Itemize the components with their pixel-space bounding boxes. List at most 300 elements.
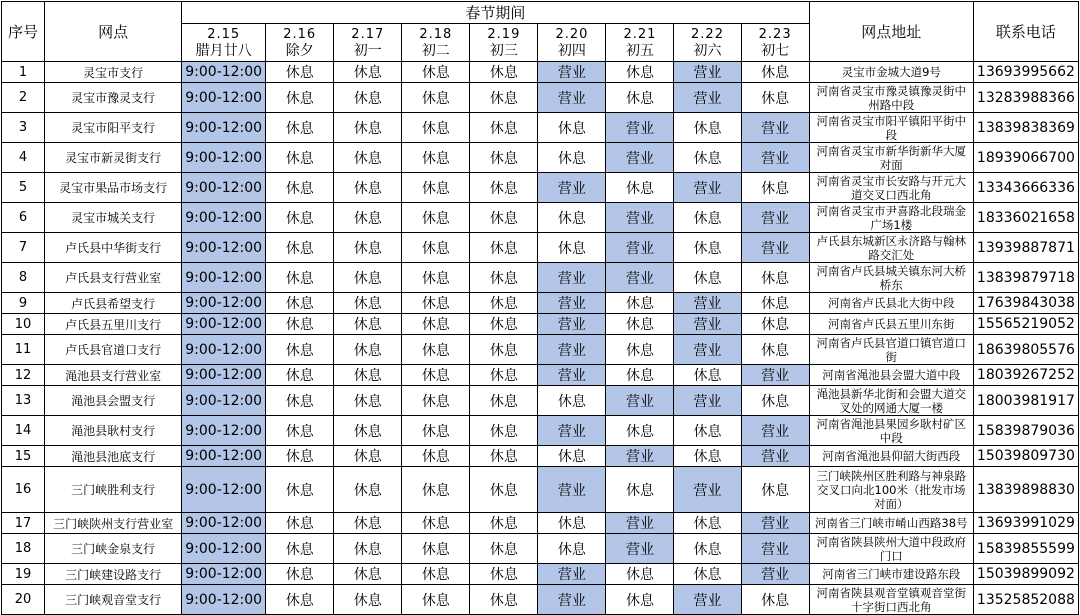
row-number: 6	[2, 203, 45, 233]
phone-number: 18336021658	[973, 203, 1078, 233]
date-header	[470, 24, 538, 62]
branch-name: 灵宝市支行	[45, 62, 182, 83]
schedule-cell: 休息	[470, 386, 538, 416]
schedule-cell: 营业	[606, 233, 674, 263]
schedule-cell: 营业	[538, 416, 606, 446]
schedule-cell: 休息	[402, 143, 470, 173]
table-row	[2, 585, 1079, 615]
schedule-cell: 休息	[470, 335, 538, 365]
schedule-cell: 营业	[606, 263, 674, 293]
schedule-cell: 休息	[266, 314, 334, 335]
branch-name: 渑池县池底支行	[45, 446, 182, 467]
schedule-cell: 休息	[470, 233, 538, 263]
schedule-cell: 营业	[606, 513, 674, 534]
schedule-cell: 营业	[674, 467, 741, 513]
lunar-label: 初七	[761, 42, 790, 59]
schedule-cell: 休息	[674, 233, 741, 263]
date-label: 2.16	[283, 26, 317, 42]
schedule-cell: 休息	[266, 467, 334, 513]
schedule-cell: 营业	[741, 365, 809, 386]
schedule-cell: 休息	[470, 446, 538, 467]
schedule-cell: 休息	[538, 203, 606, 233]
schedule-cell: 休息	[470, 293, 538, 314]
branch-name: 灵宝市果品市场支行	[45, 173, 182, 203]
table-row	[2, 113, 1079, 143]
schedule-cell: 营业	[606, 534, 674, 564]
schedule-cell: 休息	[741, 293, 809, 314]
schedule-cell: 休息	[470, 314, 538, 335]
schedule-cell: 休息	[741, 62, 809, 83]
schedule-cell: 休息	[606, 585, 674, 615]
branch-address: 河南省灵宝市长安路与开元大道交叉口西北角	[809, 173, 973, 203]
schedule-cell: 休息	[402, 335, 470, 365]
schedule-cell: 休息	[470, 263, 538, 293]
schedule-cell: 休息	[470, 62, 538, 83]
schedule-cell: 营业	[538, 564, 606, 585]
branch-address: 渑池县新华北街和会盟大道交叉处的网通大厦一楼	[809, 386, 973, 416]
phone-number: 18639805576	[973, 335, 1078, 365]
row-number: 3	[2, 113, 45, 143]
schedule-cell: 营业	[538, 83, 606, 113]
schedule-cell: 休息	[606, 416, 674, 446]
date-label: 2.19	[487, 26, 521, 42]
phone-number: 15839855599	[973, 534, 1078, 564]
table-row	[2, 513, 1079, 534]
phone-number: 18003981917	[973, 386, 1078, 416]
schedule-cell: 9:00-12:00	[182, 113, 266, 143]
schedule-cell: 休息	[334, 446, 402, 467]
table-row	[2, 62, 1079, 83]
schedule-cell: 营业	[741, 446, 809, 467]
date-header	[334, 24, 402, 62]
schedule-cell: 休息	[402, 83, 470, 113]
schedule-cell: 休息	[266, 293, 334, 314]
schedule-cell: 休息	[266, 416, 334, 446]
schedule-cell: 营业	[674, 83, 741, 113]
schedule-cell: 营业	[538, 173, 606, 203]
schedule-cell: 休息	[470, 83, 538, 113]
schedule-cell: 9:00-12:00	[182, 564, 266, 585]
schedule-cell: 9:00-12:00	[182, 335, 266, 365]
header-branch: 网点	[45, 2, 182, 62]
schedule-cell: 休息	[470, 173, 538, 203]
branch-address: 三门峡陕州区胜利路与神泉路交叉口向北100米（批发市场对面）	[809, 467, 973, 513]
schedule-cell: 休息	[538, 386, 606, 416]
branch-name: 卢氏县官道口支行	[45, 335, 182, 365]
lunar-label: 初一	[353, 42, 382, 59]
lunar-label: 初六	[693, 42, 722, 59]
schedule-cell: 休息	[402, 293, 470, 314]
schedule-cell: 休息	[470, 585, 538, 615]
schedule-cell: 休息	[266, 335, 334, 365]
schedule-cell: 休息	[606, 293, 674, 314]
header-phone: 联系电话	[973, 2, 1078, 62]
schedule-cell: 休息	[674, 446, 741, 467]
branch-name: 卢氏县中华街支行	[45, 233, 182, 263]
row-number: 16	[2, 467, 45, 513]
phone-number: 15565219052	[973, 314, 1078, 335]
branch-address: 河南省灵宝市新华街新华大厦对面	[809, 143, 973, 173]
schedule-cell: 9:00-12:00	[182, 62, 266, 83]
schedule-cell: 休息	[402, 113, 470, 143]
schedule-cell: 休息	[674, 534, 741, 564]
table-row	[2, 564, 1079, 585]
schedule-cell: 9:00-12:00	[182, 293, 266, 314]
branch-address: 河南省三门峡市建设路东段	[809, 564, 973, 585]
schedule-cell: 营业	[674, 585, 741, 615]
schedule-cell: 营业	[674, 386, 741, 416]
row-number: 9	[2, 293, 45, 314]
schedule-cell: 休息	[606, 365, 674, 386]
schedule-cell: 营业	[674, 173, 741, 203]
branch-name: 灵宝市阳平支行	[45, 113, 182, 143]
phone-number: 13839898830	[973, 467, 1078, 513]
schedule-cell: 休息	[470, 534, 538, 564]
row-number: 5	[2, 173, 45, 203]
phone-number: 13525852088	[973, 585, 1078, 615]
schedule-cell: 营业	[741, 143, 809, 173]
schedule-cell: 9:00-12:00	[182, 585, 266, 615]
schedule-cell: 休息	[402, 585, 470, 615]
date-header	[538, 24, 606, 62]
schedule-cell: 9:00-12:00	[182, 513, 266, 534]
table-row	[2, 203, 1079, 233]
schedule-cell: 9:00-12:00	[182, 314, 266, 335]
schedule-cell: 休息	[470, 416, 538, 446]
schedule-table	[1, 1, 1079, 615]
row-number: 17	[2, 513, 45, 534]
schedule-cell: 营业	[674, 293, 741, 314]
date-label: 2.21	[623, 26, 657, 42]
row-number: 13	[2, 386, 45, 416]
schedule-cell: 营业	[606, 446, 674, 467]
schedule-cell: 休息	[538, 143, 606, 173]
table-row	[2, 467, 1079, 513]
schedule-cell: 9:00-12:00	[182, 467, 266, 513]
schedule-cell: 休息	[741, 386, 809, 416]
phone-number: 13939887871	[973, 233, 1078, 263]
row-number: 10	[2, 314, 45, 335]
lunar-label: 初三	[489, 42, 518, 59]
schedule-cell: 休息	[266, 513, 334, 534]
row-number: 12	[2, 365, 45, 386]
date-header	[741, 24, 809, 62]
schedule-cell: 营业	[606, 113, 674, 143]
schedule-cell: 休息	[266, 585, 334, 615]
branch-name: 卢氏县希望支行	[45, 293, 182, 314]
schedule-cell: 休息	[266, 203, 334, 233]
schedule-cell: 休息	[470, 513, 538, 534]
schedule-cell: 休息	[266, 173, 334, 203]
schedule-cell: 休息	[266, 143, 334, 173]
schedule-cell: 9:00-12:00	[182, 365, 266, 386]
table-row	[2, 314, 1079, 335]
schedule-cell: 休息	[674, 365, 741, 386]
lunar-label: 初五	[625, 42, 654, 59]
schedule-cell: 9:00-12:00	[182, 534, 266, 564]
phone-number: 13343666336	[973, 173, 1078, 203]
schedule-cell: 9:00-12:00	[182, 416, 266, 446]
schedule-cell: 休息	[266, 113, 334, 143]
header-address: 网点地址	[809, 2, 973, 62]
date-header	[182, 24, 266, 62]
schedule-cell: 9:00-12:00	[182, 386, 266, 416]
schedule-cell: 营业	[606, 386, 674, 416]
row-number: 2	[2, 83, 45, 113]
schedule-cell: 休息	[266, 263, 334, 293]
schedule-cell: 休息	[674, 564, 741, 585]
schedule-cell: 休息	[402, 534, 470, 564]
schedule-cell: 营业	[538, 467, 606, 513]
branch-address: 河南省陕县陕州大道中段政府门口	[809, 534, 973, 564]
phone-number: 18039267252	[973, 365, 1078, 386]
schedule-cell: 休息	[266, 365, 334, 386]
schedule-cell: 营业	[538, 293, 606, 314]
branch-address: 河南省卢氏县官道口镇官道口街	[809, 335, 973, 365]
schedule-cell: 营业	[538, 585, 606, 615]
table-row	[2, 416, 1079, 446]
branch-name: 渑池县支行营业室	[45, 365, 182, 386]
schedule-cell: 休息	[470, 113, 538, 143]
schedule-cell: 休息	[741, 173, 809, 203]
branch-name: 三门峡观音堂支行	[45, 585, 182, 615]
schedule-cell: 休息	[334, 113, 402, 143]
schedule-cell: 营业	[606, 143, 674, 173]
phone-number: 13839879718	[973, 263, 1078, 293]
date-label: 2.22	[691, 26, 724, 42]
schedule-cell: 9:00-12:00	[182, 263, 266, 293]
schedule-cell: 休息	[606, 83, 674, 113]
branch-address: 河南省卢氏县五里川东街	[809, 314, 973, 335]
table-row	[2, 365, 1079, 386]
date-header	[266, 24, 334, 62]
schedule-cell: 休息	[741, 585, 809, 615]
schedule-cell: 休息	[538, 534, 606, 564]
schedule-cell: 休息	[538, 233, 606, 263]
schedule-cell: 9:00-12:00	[182, 233, 266, 263]
header-period: 春节期间	[182, 2, 810, 24]
schedule-cell: 休息	[470, 365, 538, 386]
table-row	[2, 534, 1079, 564]
schedule-cell: 休息	[674, 143, 741, 173]
schedule-cell: 营业	[741, 113, 809, 143]
schedule-cell: 9:00-12:00	[182, 446, 266, 467]
schedule-cell: 休息	[334, 233, 402, 263]
branch-address: 河南省渑池县果园乡耿村矿区中段	[809, 416, 973, 446]
header-seq: 序号	[2, 2, 45, 62]
schedule-cell: 休息	[402, 416, 470, 446]
schedule-cell: 营业	[538, 263, 606, 293]
branch-address: 河南省陕县观音堂镇观音堂街十字街口西北角	[809, 585, 973, 615]
phone-number: 15839879036	[973, 416, 1078, 446]
phone-number: 15039899092	[973, 564, 1078, 585]
branch-address: 河南省卢氏县北大街中段	[809, 293, 973, 314]
schedule-cell: 休息	[266, 83, 334, 113]
phone-number: 18939066700	[973, 143, 1078, 173]
table-row	[2, 143, 1079, 173]
schedule-cell: 休息	[470, 467, 538, 513]
schedule-cell: 休息	[606, 173, 674, 203]
schedule-cell: 营业	[741, 203, 809, 233]
schedule-cell: 营业	[741, 513, 809, 534]
table-row	[2, 335, 1079, 365]
schedule-cell: 休息	[266, 386, 334, 416]
schedule-cell: 休息	[741, 263, 809, 293]
schedule-cell: 营业	[674, 314, 741, 335]
row-number: 20	[2, 585, 45, 615]
date-label: 2.20	[555, 26, 589, 42]
schedule-cell: 营业	[741, 564, 809, 585]
branch-name: 灵宝市豫灵支行	[45, 83, 182, 113]
row-number: 19	[2, 564, 45, 585]
date-label: 2.15	[207, 26, 241, 42]
branch-name: 三门峡胜利支行	[45, 467, 182, 513]
schedule-cell: 营业	[538, 314, 606, 335]
schedule-cell: 休息	[334, 293, 402, 314]
schedule-cell: 休息	[334, 513, 402, 534]
table-row	[2, 83, 1079, 113]
schedule-cell: 休息	[334, 62, 402, 83]
branch-address: 卢氏县东城新区永济路与翰林路交汇处	[809, 233, 973, 263]
lunar-label: 初四	[557, 42, 586, 59]
row-number: 11	[2, 335, 45, 365]
schedule-cell: 休息	[402, 62, 470, 83]
schedule-cell: 休息	[606, 564, 674, 585]
schedule-cell: 休息	[334, 143, 402, 173]
schedule-cell: 休息	[741, 467, 809, 513]
branch-address: 河南省卢氏县城关镇东河大桥桥东	[809, 263, 973, 293]
schedule-cell: 休息	[402, 263, 470, 293]
schedule-cell: 营业	[538, 365, 606, 386]
table-row	[2, 293, 1079, 314]
schedule-cell: 休息	[402, 467, 470, 513]
branch-address: 灵宝市金城大道9号	[809, 62, 973, 83]
schedule-cell: 休息	[674, 263, 741, 293]
schedule-cell: 休息	[606, 467, 674, 513]
date-label: 2.18	[419, 26, 453, 42]
date-label: 2.17	[351, 26, 385, 42]
schedule-cell: 营业	[538, 335, 606, 365]
schedule-cell: 休息	[334, 534, 402, 564]
schedule-cell: 休息	[538, 113, 606, 143]
branch-address: 河南省三门峡市崤山西路38号	[809, 513, 973, 534]
schedule-cell: 休息	[334, 564, 402, 585]
branch-name: 卢氏县支行营业室	[45, 263, 182, 293]
schedule-cell: 休息	[741, 83, 809, 113]
schedule-cell: 休息	[674, 416, 741, 446]
schedule-cell: 营业	[741, 416, 809, 446]
schedule-cell: 休息	[334, 263, 402, 293]
schedule-cell: 休息	[470, 564, 538, 585]
schedule-cell: 休息	[606, 335, 674, 365]
schedule-cell: 休息	[606, 314, 674, 335]
row-number: 1	[2, 62, 45, 83]
schedule-cell: 休息	[402, 314, 470, 335]
branch-address: 河南省灵宝市尹喜路北段瑞金广场1楼	[809, 203, 973, 233]
schedule-cell: 休息	[334, 173, 402, 203]
phone-number: 13693995662	[973, 62, 1078, 83]
schedule-cell: 休息	[266, 62, 334, 83]
schedule-cell: 营业	[741, 534, 809, 564]
branch-name: 灵宝市城关支行	[45, 203, 182, 233]
branch-address: 河南省渑池县会盟大道中段	[809, 365, 973, 386]
branch-name: 三门峡建设路支行	[45, 564, 182, 585]
row-number: 4	[2, 143, 45, 173]
schedule-cell: 休息	[334, 83, 402, 113]
schedule-cell: 休息	[334, 386, 402, 416]
branch-name: 渑池县耿村支行	[45, 416, 182, 446]
schedule-cell: 休息	[402, 386, 470, 416]
lunar-label: 除夕	[285, 42, 314, 59]
branch-name: 三门峡金泉支行	[45, 534, 182, 564]
schedule-cell: 休息	[402, 564, 470, 585]
schedule-cell: 9:00-12:00	[182, 173, 266, 203]
schedule-cell: 营业	[741, 233, 809, 263]
row-number: 7	[2, 233, 45, 263]
schedule-cell: 休息	[674, 113, 741, 143]
schedule-cell: 休息	[402, 513, 470, 534]
table-row	[2, 386, 1079, 416]
table-row	[2, 446, 1079, 467]
date-header	[674, 24, 741, 62]
date-header	[402, 24, 470, 62]
schedule-cell: 营业	[538, 62, 606, 83]
schedule-cell: 休息	[402, 365, 470, 386]
branch-address: 河南省灵宝市阳平镇阳平街中段	[809, 113, 973, 143]
date-label: 2.23	[758, 26, 792, 42]
schedule-cell: 休息	[741, 314, 809, 335]
table-row	[2, 173, 1079, 203]
date-header	[606, 24, 674, 62]
row-number: 18	[2, 534, 45, 564]
schedule-cell: 休息	[266, 564, 334, 585]
branch-name: 卢氏县五里川支行	[45, 314, 182, 335]
schedule-cell: 营业	[606, 203, 674, 233]
schedule-cell: 休息	[741, 335, 809, 365]
schedule-cell: 休息	[674, 203, 741, 233]
schedule-cell: 9:00-12:00	[182, 203, 266, 233]
schedule-cell: 营业	[674, 62, 741, 83]
schedule-cell: 休息	[470, 143, 538, 173]
lunar-label: 腊月廿八	[195, 42, 252, 59]
schedule-cell: 休息	[334, 585, 402, 615]
table-row	[2, 233, 1079, 263]
schedule-cell: 9:00-12:00	[182, 143, 266, 173]
schedule-cell: 休息	[334, 365, 402, 386]
schedule-cell: 休息	[402, 446, 470, 467]
schedule-cell: 9:00-12:00	[182, 83, 266, 113]
phone-number: 13693991029	[973, 513, 1078, 534]
schedule-cell: 休息	[334, 314, 402, 335]
schedule-cell: 休息	[334, 335, 402, 365]
phone-number: 13839838369	[973, 113, 1078, 143]
branch-name: 三门峡陕州支行营业室	[45, 513, 182, 534]
row-number: 14	[2, 416, 45, 446]
schedule-cell: 休息	[606, 62, 674, 83]
schedule-cell: 休息	[402, 203, 470, 233]
schedule-cell: 休息	[334, 203, 402, 233]
schedule-cell: 休息	[334, 416, 402, 446]
schedule-cell: 休息	[538, 513, 606, 534]
branch-name: 渑池县会盟支行	[45, 386, 182, 416]
schedule-cell: 休息	[266, 233, 334, 263]
schedule-cell: 休息	[334, 467, 402, 513]
schedule-cell: 休息	[538, 446, 606, 467]
branch-name: 灵宝市新灵街支行	[45, 143, 182, 173]
row-number: 8	[2, 263, 45, 293]
lunar-label: 初二	[421, 42, 450, 59]
phone-number: 13283988366	[973, 83, 1078, 113]
